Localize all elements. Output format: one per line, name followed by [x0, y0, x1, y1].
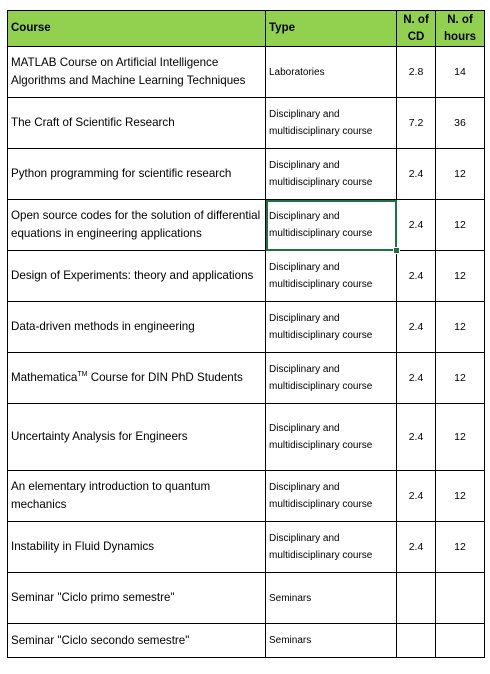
header-type[interactable]: Type	[266, 11, 397, 47]
course-table	[7, 10, 485, 658]
cd-cell[interactable]: 2.4	[397, 471, 436, 522]
hours-cell[interactable]: 12	[436, 200, 485, 251]
table-row	[8, 522, 485, 573]
table-row	[8, 573, 485, 624]
table-row	[8, 98, 485, 149]
course-text-rest: Course for DIN PhD Students	[87, 371, 243, 384]
course-cell[interactable]: Data-driven methods in engineering	[8, 302, 266, 353]
type-cell[interactable]: Disciplinary and multidisciplinary course	[266, 471, 397, 522]
course-cell[interactable]: Seminar "Ciclo primo semestre"	[8, 573, 266, 624]
hours-cell[interactable]	[436, 624, 485, 658]
hours-cell[interactable]: 36	[436, 98, 485, 149]
cd-cell[interactable]: 2.4	[397, 404, 436, 471]
type-cell[interactable]: Seminars	[266, 624, 397, 658]
course-cell[interactable]: Python programming for scientific research	[8, 149, 266, 200]
type-cell-text: Disciplinary and multidisciplinary course	[269, 211, 373, 239]
type-cell[interactable]: Seminars	[266, 573, 397, 624]
cd-cell[interactable]	[397, 624, 436, 658]
cd-cell[interactable]: 2.4	[397, 522, 436, 573]
table-row	[8, 200, 485, 251]
type-cell[interactable]: Disciplinary and multidisciplinary course	[266, 149, 397, 200]
type-cell[interactable]: Disciplinary and multidisciplinary course	[266, 98, 397, 149]
course-cell[interactable]: MATLAB Course on Artificial Intelligence Algorithms and Machine Learning Techniques	[8, 47, 266, 98]
course-cell[interactable]: Uncertainty Analysis for Engineers	[8, 404, 266, 471]
header-course[interactable]: Course	[8, 11, 266, 47]
cd-cell[interactable]	[397, 573, 436, 624]
course-cell[interactable]	[8, 353, 266, 404]
table-row	[8, 251, 485, 302]
table-row	[8, 47, 485, 98]
hours-cell[interactable]: 12	[436, 251, 485, 302]
header-row	[8, 11, 485, 47]
cd-cell[interactable]: 2.4	[397, 353, 436, 404]
hours-cell[interactable]: 12	[436, 353, 485, 404]
cd-cell[interactable]: 2.4	[397, 149, 436, 200]
hours-cell[interactable]: 12	[436, 404, 485, 471]
course-cell[interactable]: Open source codes for the solution of differential equations in engineering applications	[8, 200, 266, 251]
table-row	[8, 149, 485, 200]
hours-cell[interactable]: 12	[436, 302, 485, 353]
cd-cell[interactable]: 7.2	[397, 98, 436, 149]
type-cell[interactable]: Disciplinary and multidisciplinary course	[266, 302, 397, 353]
header-hours[interactable]: N. of hours	[436, 11, 485, 47]
table-row	[8, 471, 485, 522]
type-cell[interactable]: Disciplinary and multidisciplinary course	[266, 251, 397, 302]
header-cd[interactable]: N. of CD	[397, 11, 436, 47]
hours-cell[interactable]: 12	[436, 522, 485, 573]
type-cell[interactable]: Laboratories	[266, 47, 397, 98]
hours-cell[interactable]: 12	[436, 471, 485, 522]
course-text-main: Mathematica	[11, 371, 78, 384]
hours-cell[interactable]: 14	[436, 47, 485, 98]
hours-cell[interactable]: 12	[436, 149, 485, 200]
table-row	[8, 302, 485, 353]
cd-cell[interactable]: 2.8	[397, 47, 436, 98]
hours-cell[interactable]	[436, 573, 485, 624]
type-cell[interactable]: Disciplinary and multidisciplinary course	[266, 353, 397, 404]
cd-cell[interactable]: 2.4	[397, 251, 436, 302]
trademark-superscript: TM	[77, 371, 88, 379]
course-cell[interactable]: Instability in Fluid Dynamics	[8, 522, 266, 573]
course-cell[interactable]: Seminar "Ciclo secondo semestre"	[8, 624, 266, 658]
table-row	[8, 404, 485, 471]
fill-handle[interactable]	[393, 247, 400, 254]
cd-cell[interactable]: 2.4	[397, 200, 436, 251]
type-cell[interactable]: Disciplinary and multidisciplinary course	[266, 522, 397, 573]
cd-cell[interactable]: 2.4	[397, 302, 436, 353]
table-row	[8, 353, 485, 404]
type-cell-selected[interactable]	[266, 200, 397, 251]
type-cell[interactable]: Disciplinary and multidisciplinary course	[266, 404, 397, 471]
table-row	[8, 624, 485, 658]
course-cell[interactable]: The Craft of Scientific Research	[8, 98, 266, 149]
course-cell[interactable]: Design of Experiments: theory and applications	[8, 251, 266, 302]
course-cell[interactable]: An elementary introduction to quantum mechanics	[8, 471, 266, 522]
spreadsheet-table-area	[7, 10, 484, 658]
